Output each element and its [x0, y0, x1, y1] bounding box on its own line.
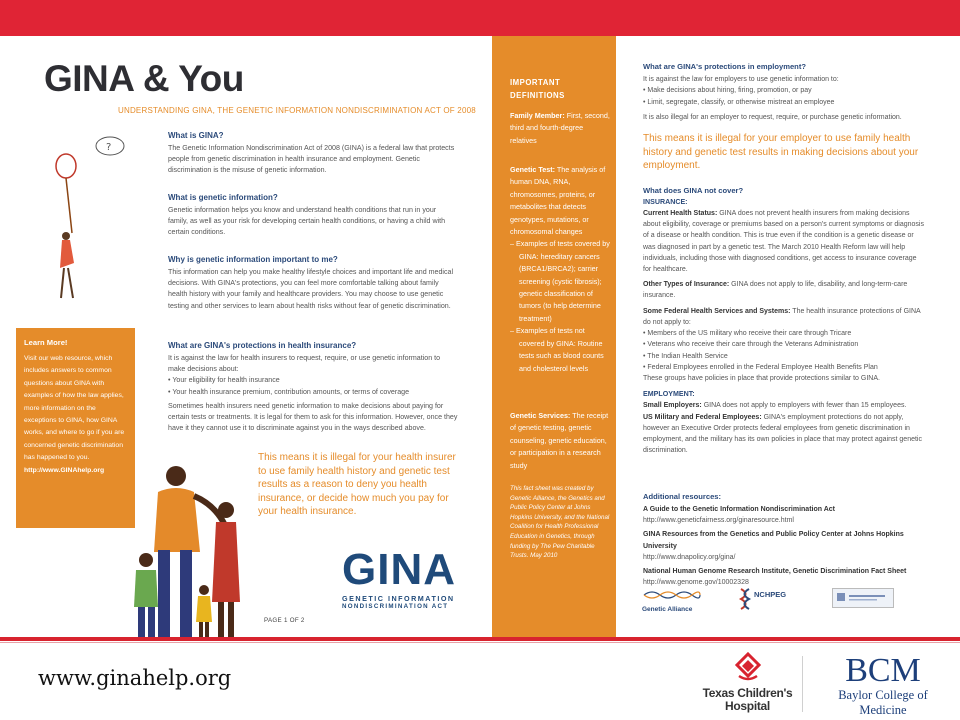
page-subtitle: UNDERSTANDING GINA, THE GENETIC INFORMATION NONDISCRIMINATION ACT OF 2008: [118, 106, 476, 115]
learn-more-link[interactable]: http://www.GINAhelp.org: [24, 466, 105, 474]
resource-link[interactable]: http://www.dnapolicy.org/gina/: [643, 553, 736, 561]
texas-childrens-emblem-icon: [731, 652, 765, 682]
term: Some Federal Health Services and Systems:: [643, 307, 791, 315]
why-important-section: [168, 255, 458, 312]
footer-divider-thin: [0, 642, 960, 643]
woman-with-net-illustration: [48, 128, 138, 328]
resource-title: A Guide to the Genetic Information Nondiscrimination Act: [643, 506, 835, 513]
list-item: • Federal Employees enrolled in the Federal Employee Health Benefits Plan: [643, 362, 925, 373]
page-number: PAGE 1 OF 2: [264, 617, 305, 624]
gina-logo-line1: GENETIC INFORMATION: [342, 594, 455, 603]
definition-term: Genetic Test:: [510, 165, 555, 174]
section-heading: Additional resources:: [643, 492, 722, 501]
genetics-public-policy-mark: [833, 589, 891, 605]
list-item: • Limit, segregate, classify, or otherwise mistreat an employee: [643, 97, 925, 108]
section-heading: Why is genetic information important to me?: [168, 255, 338, 264]
section-heading: What is GINA?: [168, 131, 224, 140]
federal-exceptions-list: [643, 328, 925, 373]
section-heading: What is genetic information?: [168, 193, 278, 202]
footer-website-link[interactable]: www.ginahelp.org: [38, 666, 232, 690]
section-body: The Genetic Information Nondiscrimination Act of 2008 (GINA) is a federal law that protects people from genetic discrimination in health insurance and employment. Genetic discrimination is the misuse of genetic information.: [168, 144, 455, 175]
term-text: GINA does not apply to life, disability, and long-term-care insurance.: [643, 281, 908, 300]
svg-text:?: ?: [106, 142, 112, 153]
section-body: Sometimes health insurers need genetic information to make decisions about paying for certain tests or treatments. It is legal for them to ask for this information. However, once they have it they cannot use it to discriminate against you in the ways described above.: [168, 401, 458, 433]
top-red-bar: [0, 0, 960, 36]
definition-term: Genetic Services:: [510, 411, 571, 420]
section-heading: What are GINA's protections in health insurance?: [168, 341, 357, 350]
military-text: [643, 412, 925, 457]
other-insurance-text: [643, 279, 925, 301]
nchpeg-helix-icon: [738, 588, 752, 610]
definitions-heading: [510, 76, 610, 102]
genetic-services-definition: [510, 410, 610, 472]
bcm-wordmark: BCM: [845, 652, 921, 689]
family-illustration: [118, 462, 248, 638]
gina-logo-line2: NONDISCRIMINATION ACT: [342, 603, 449, 610]
term: US Military and Federal Employees:: [643, 413, 762, 421]
definition-text: First, second, third and fourth-degree relatives: [510, 111, 610, 145]
insurance-callout: This means it is illegal for your health insurer to use family health history and genetic test results as a reason to deny you health insurance, or decide how much you pay for your health insurance.: [258, 452, 456, 517]
section-heading: What are GINA's protections in employment?: [643, 62, 806, 71]
gina-logo: [342, 545, 462, 610]
term-text: GINA's employment protections do not apply, however an Executive Order protects federal employees from genetic discrimination in employment, and the military has its own policies in place that may protect against genetic discrimination.: [643, 413, 922, 455]
employment-list: [643, 85, 925, 108]
gina-logo-word: GINA: [342, 545, 456, 594]
employment-label: EMPLOYMENT:: [643, 390, 695, 399]
definition-text: The analysis of human DNA, RNA, chromosomes, proteins, or metabolites that detects genotypes, mutations, or chromosomal changes: [510, 165, 606, 237]
list-item: • Make decisions about hiring, firing, promotion, or pay: [643, 85, 925, 96]
definitions-heading-line1: IMPORTANT: [510, 78, 561, 87]
family-member-definition: [510, 110, 610, 147]
section-body: It is against the law for health insurers to request, require, or use genetic information to make decisions about:: [168, 354, 441, 374]
genetic-test-definition: [510, 164, 610, 375]
list-item: • The Indian Health Service: [643, 351, 925, 362]
list-item: • Veterans who receive their care through the Veterans Administration: [643, 339, 925, 350]
learn-more-text: Visit our web resource, which includes answers to common questions about GINA with examples of how the law applies, more information on the exceptions to GINA, how GINA works, and where to go if you are concerned genetic discrimination has happened to you.: [24, 355, 125, 462]
health-insurance-protections-section: [168, 341, 458, 434]
section-body: It is also illegal for an employer to request, require, or purchase genetic information.: [643, 113, 902, 121]
texas-childrens-name: Texas Children's Hospital: [702, 686, 793, 713]
nchpeg-logo: [738, 588, 798, 610]
federal-health-text: [643, 306, 925, 328]
term-text: GINA does not apply to employers with fewer than 15 employees.: [701, 402, 907, 410]
definition-example: – Examples of tests not covered by GINA: Routine tests such as blood counts and cholesterol levels: [510, 326, 604, 373]
logo-divider: [802, 656, 803, 712]
genetic-alliance-name: Genetic Alliance: [642, 606, 693, 613]
resource-title: National Human Genome Research Institute, Genetic Discrimination Fact Sheet: [643, 568, 907, 576]
resource-link[interactable]: http://www.geneticfairness.org/ginaresource.html: [643, 517, 794, 525]
employment-callout: This means it is illegal for your employer to use family health history and genetic test results in making decisions about your employment.: [643, 133, 919, 172]
term: Current Health Status:: [643, 210, 718, 217]
term-text: GINA does not prevent health insurers from making decisions about eligibility, coverage or premiums based on a person's current symptoms or diagnosis of a disease or health condition. This is true even if the condition is a genetic disease or was diagnosed in part by a genetic test. The March 2010 Health Reform law will help individuals, including those with diagnosed conditions, get access to insurance coverage for healthcare.: [643, 210, 924, 274]
employment-protections-section: [643, 62, 925, 123]
section-body: These groups have policies in place that provide protections similar to GINA.: [643, 375, 880, 383]
definition-example: – Examples of tests covered by GINA: hereditary cancers (BRCA1/BRCA2); carrier screening (cystic fibrosis); genetic classification of tumors (to help determine treatment): [510, 239, 610, 323]
learn-more-heading: Learn More!: [24, 338, 68, 347]
list-item: • Your eligibility for health insurance: [168, 375, 458, 386]
section-body: This information can help you make healthy lifestyle choices and important life and medical decisions. With GINA's protections, you can feel more comfortable talking about family health history with your family and healthcare providers. You may choose to use genetic testing and other services to learn about health risks without fear of genetic discrimination.: [168, 268, 454, 310]
resource-title: GINA Resources from the Genetics and Public Policy Center at Johns Hopkins University: [643, 531, 904, 550]
section-heading: What does GINA not cover?: [643, 186, 744, 195]
page-title: GINA & You: [44, 58, 244, 99]
term-text: The health insurance protections of GINA do not apply to:: [643, 307, 921, 326]
current-health-status-text: [643, 208, 925, 275]
definitions-heading-line2: DEFINITIONS: [510, 91, 565, 100]
term: Other Types of Insurance:: [643, 281, 730, 289]
section-body: Genetic information helps you know and understand health conditions that run in your family, as well as your risk for developing certain health conditions, or having a child with certain conditions.: [168, 206, 446, 237]
bcm-name: Baylor College of Medicine: [838, 688, 928, 717]
definitions-column: [492, 36, 616, 638]
genetic-alliance-logo: [642, 588, 702, 613]
footer-divider: [0, 637, 960, 641]
nchpeg-name: NCHPEG: [754, 590, 787, 599]
term: Small Employers:: [643, 402, 702, 410]
fact-sheet-credit: This fact sheet was created by Genetic Alliance, the Genetics and Public Policy Center at Johns Hopkins University, and the National Coalition for Health Professional Education in Genetics, through funding by The Pew Charitable Trusts. May 2010: [510, 485, 610, 560]
protection-list: [168, 375, 458, 397]
additional-resources-section: [643, 492, 925, 588]
texas-childrens-hospital-logo: [700, 652, 795, 713]
definition-term: Family Member:: [510, 111, 565, 120]
small-employers-text: [643, 400, 925, 411]
genetics-public-policy-logo: [832, 588, 894, 608]
genetic-information-section: [168, 193, 458, 239]
baylor-college-logo: [818, 654, 948, 718]
list-item: • Members of the US military who receive their care through Tricare: [643, 328, 925, 339]
insurance-label: INSURANCE:: [643, 198, 688, 206]
definition-text: The receipt of genetic testing, genetic counseling, genetic education, or participation in a research study: [510, 411, 609, 470]
list-item: • Your health insurance premium, contribution amounts, or terms of coverage: [168, 387, 458, 398]
what-is-gina-section: [168, 131, 458, 177]
section-body: It is against the law for employers to use genetic information to:: [643, 76, 839, 83]
resource-link[interactable]: http://www.genome.gov/10002328: [643, 579, 749, 587]
dna-helix-icon: [642, 589, 702, 601]
not-covered-section: [643, 186, 925, 456]
